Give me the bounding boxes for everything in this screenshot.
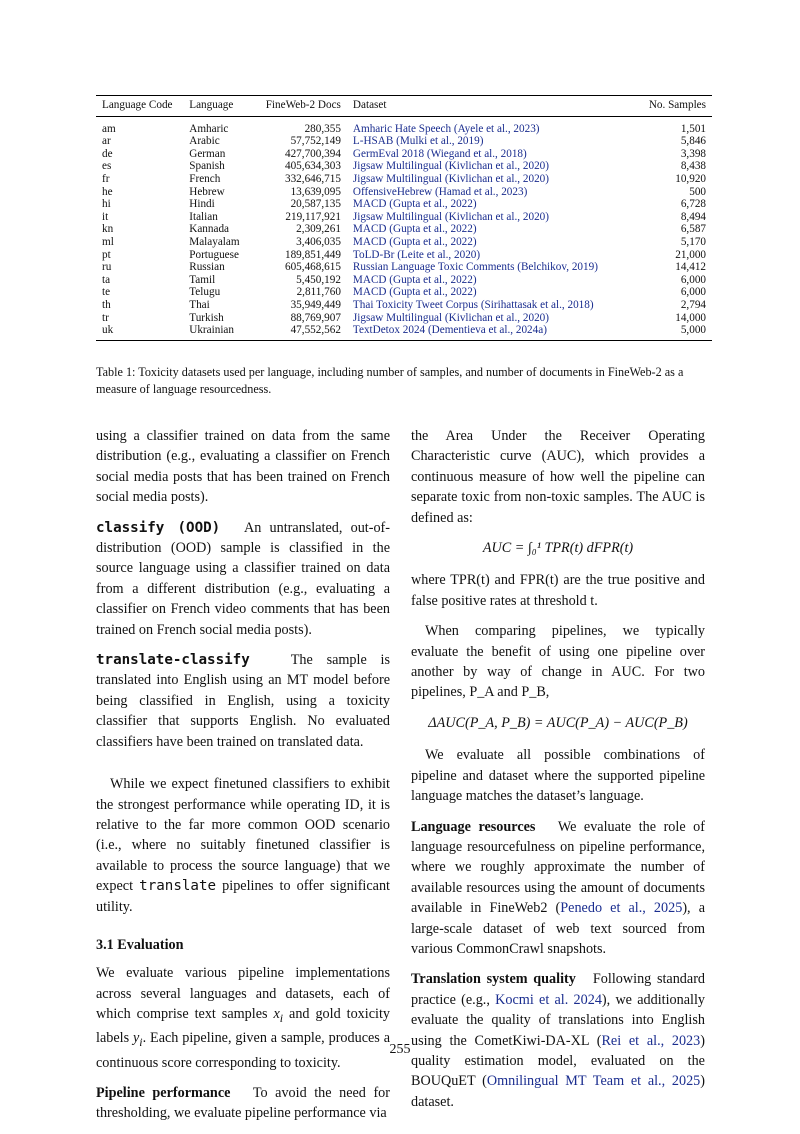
cell-dataset[interactable]: Jigsaw Multilingual (Kivlichan et al., 2020) bbox=[352, 210, 549, 223]
cell-no-samples: 10,920 bbox=[675, 172, 706, 185]
cell-fineweb-docs: 2,811,760 bbox=[296, 286, 341, 299]
paragraph-comparing: When comparing pipelines, we typically evaluate the benefit of using one pipeline over another by way of change in AUC. For two pipelines, P_A and P_B, bbox=[411, 623, 705, 701]
cell-language-code: kn bbox=[102, 223, 114, 236]
cell-no-samples: 8,438 bbox=[680, 160, 706, 173]
cell-fineweb-docs: 20,587,135 bbox=[290, 198, 341, 211]
cell-dataset[interactable]: GermEval 2018 (Wiegand et al., 2018) bbox=[352, 147, 527, 160]
cell-language: Turkish bbox=[189, 311, 224, 324]
cell-language: Hindi bbox=[189, 198, 215, 211]
cell-language-code: am bbox=[102, 122, 116, 135]
table-row bbox=[96, 148, 712, 161]
paragraph-id-definition: using a classifier trained on data from the same distribution (e.g., evaluating a classifier on French social media posts that has been trained on French social media posts). bbox=[96, 428, 390, 506]
cell-dataset[interactable]: MACD (Gupta et al., 2022) bbox=[352, 235, 477, 248]
cell-language: Malayalam bbox=[189, 235, 240, 248]
table-row bbox=[96, 186, 712, 199]
paragraph-combinations: We evaluate all possible combinations of pipeline and dataset where the supported pipeline language matches the dataset’s language. bbox=[411, 747, 705, 805]
cell-no-samples: 14,412 bbox=[675, 261, 706, 274]
cell-fineweb-docs: 35,949,449 bbox=[290, 298, 341, 311]
table-row bbox=[96, 274, 712, 287]
heading-language-resources: Language resources bbox=[411, 818, 536, 835]
table-row bbox=[96, 299, 712, 312]
table-row bbox=[96, 324, 712, 340]
cell-dataset[interactable]: ToLD-Br (Leite et al., 2020) bbox=[352, 248, 481, 261]
table-header-row bbox=[96, 96, 712, 117]
cell-language-code: ta bbox=[102, 273, 111, 286]
cell-language: Arabic bbox=[189, 135, 220, 148]
cell-language: Amharic bbox=[189, 122, 229, 135]
code-translate: translate bbox=[139, 878, 217, 895]
cell-no-samples: 6,000 bbox=[680, 273, 706, 286]
cell-fineweb-docs: 88,769,907 bbox=[290, 311, 341, 324]
cell-language-code: de bbox=[102, 147, 113, 160]
cell-dataset[interactable]: MACD (Gupta et al., 2022) bbox=[352, 273, 477, 286]
cell-fineweb-docs: 13,639,095 bbox=[290, 185, 341, 198]
cell-language: Telugu bbox=[189, 286, 221, 299]
col-header-dataset: Dataset bbox=[352, 99, 387, 111]
citation-rei[interactable]: Rei et al., 2023 bbox=[601, 1032, 701, 1049]
section-heading-evaluation: 3.1 Evaluation bbox=[96, 936, 184, 953]
cell-no-samples: 8,494 bbox=[680, 210, 706, 223]
col-header-language-code: Language Code bbox=[102, 99, 173, 111]
cell-language: Spanish bbox=[189, 160, 225, 173]
cell-fineweb-docs: 2,309,261 bbox=[296, 223, 341, 236]
cell-no-samples: 6,728 bbox=[680, 198, 706, 211]
cell-language: Hebrew bbox=[189, 185, 225, 198]
paragraph-classify-ood bbox=[96, 518, 390, 640]
table-body bbox=[96, 116, 712, 340]
cell-language-code: tr bbox=[102, 311, 109, 324]
table-row bbox=[96, 223, 712, 236]
paragraph-translate-classify bbox=[96, 650, 390, 752]
table-row bbox=[96, 249, 712, 262]
paragraph-translation-quality: Translation system quality Following standard practice (e.g., Kocmi et al. 2024), we additionally evaluate the quality of translations into English using the CometKiwi-DA-XL (Rei et al., 2023) quality estimation model, evaluated on the BOUQuET (Omnilingual MT Team et al., 2025) dataset. bbox=[411, 971, 706, 1110]
translate-classify-text: The sample is translated into English using an MT model before being classified in English, using a toxicity classifier that supports English. No evaluated classifiers have been trained on translated data. bbox=[96, 652, 390, 750]
cell-no-samples: 500 bbox=[689, 185, 706, 198]
col-header-language: Language bbox=[189, 99, 234, 111]
col-header-no-samples: No. Samples bbox=[648, 99, 706, 111]
cell-dataset[interactable]: Russian Language Toxic Comments (Belchikov, 2019) bbox=[352, 261, 598, 274]
cell-language-code: es bbox=[102, 160, 112, 173]
cell-fineweb-docs: 405,634,303 bbox=[284, 160, 341, 173]
classify-ood-text: An untranslated, out-of-distribution (OOD) sample is classified in the source language using a classifier trained on data from a different distribution (e.g., evaluating a classifier on French video comments that has been trained on French social media posts). bbox=[96, 519, 391, 638]
table-row bbox=[96, 236, 712, 249]
cell-language: Thai bbox=[189, 298, 210, 311]
table-row bbox=[96, 286, 712, 299]
table-row bbox=[96, 198, 712, 211]
table-caption: Table 1: Toxicity datasets used per language, including number of samples, and number of documents in FineWeb-2 as a measure of language resourcedness. bbox=[96, 365, 684, 396]
paragraph-evaluation: We evaluate various pipeline implementations across several languages and datasets, each of which comprise text samples $x_i$ and gold toxicity labels $y_i$. Each pipeline, given a sample, produces a continuous score corresponding to toxicity. bbox=[96, 965, 390, 1071]
cell-language: Ukrainian bbox=[189, 324, 234, 337]
heading-translation-quality: Translation system quality bbox=[411, 971, 576, 988]
cell-language-code: ar bbox=[102, 135, 111, 148]
cell-no-samples: 5,000 bbox=[680, 324, 706, 337]
paragraph-auc-intro: the Area Under the Receiver Operating Characteristic curve (AUC), which provides a continuous measure of how well the pipeline can separate toxic from non-toxic samples. The AUC is defined as: bbox=[411, 428, 705, 526]
term-classify-ood: classify (OOD) bbox=[96, 519, 221, 536]
table-row bbox=[96, 135, 712, 148]
cell-no-samples: 3,398 bbox=[680, 147, 706, 160]
cell-language-code: te bbox=[102, 286, 111, 299]
cell-fineweb-docs: 605,468,615 bbox=[284, 261, 341, 274]
cell-dataset[interactable]: Jigsaw Multilingual (Kivlichan et al., 2020) bbox=[352, 311, 549, 324]
cell-dataset[interactable]: TextDetox 2024 (Dementieva et al., 2024a) bbox=[352, 324, 547, 337]
cell-language-code: th bbox=[102, 298, 111, 311]
right-column bbox=[411, 426, 705, 1122]
cell-dataset[interactable]: MACD (Gupta et al., 2022) bbox=[352, 286, 477, 299]
cell-fineweb-docs: 332,646,715 bbox=[284, 172, 341, 185]
cell-language-code: ml bbox=[102, 235, 114, 248]
cell-language-code: fr bbox=[102, 172, 110, 185]
cell-language-code: pt bbox=[102, 248, 111, 261]
cell-fineweb-docs: 427,700,394 bbox=[284, 147, 341, 160]
paragraph-language-resources: Language resources We evaluate the role of language resourcefulness on pipeline performance, where we roughly approximate the number of available resources using the amount of documents available in FineWeb2 (Penedo et al., 2025), a large-scale dataset of web text sourced from various CommonCrawl snapshots. bbox=[411, 818, 705, 957]
cell-language: Kannada bbox=[189, 223, 230, 236]
table-row bbox=[96, 116, 712, 135]
cell-no-samples: 21,000 bbox=[675, 248, 706, 261]
table-row bbox=[96, 173, 712, 186]
cell-language: Tamil bbox=[189, 273, 216, 286]
col-header-fineweb-docs: FineWeb-2 Docs bbox=[265, 99, 341, 111]
cell-fineweb-docs: 280,355 bbox=[304, 122, 341, 135]
cell-no-samples: 2,794 bbox=[680, 298, 706, 311]
cell-fineweb-docs: 47,552,562 bbox=[290, 324, 341, 337]
cell-no-samples: 5,170 bbox=[680, 235, 706, 248]
cell-language-code: he bbox=[102, 185, 113, 198]
cell-fineweb-docs: 3,406,035 bbox=[296, 235, 341, 248]
cell-no-samples: 6,000 bbox=[680, 286, 706, 299]
paragraph-tpr-fpr: where TPR(t) and FPR(t) are the true positive and false positive rates at threshold t. bbox=[411, 572, 705, 609]
toxicity-datasets-table bbox=[96, 95, 712, 341]
cell-fineweb-docs: 189,851,449 bbox=[284, 248, 341, 261]
cell-fineweb-docs: 219,117,921 bbox=[285, 210, 341, 223]
cell-dataset[interactable]: OffensiveHebrew (Hamad et al., 2023) bbox=[352, 185, 528, 198]
cell-language-code: ru bbox=[102, 261, 112, 274]
cell-dataset[interactable]: L-HSAB (Mulki et al., 2019) bbox=[352, 135, 484, 148]
cell-dataset[interactable]: Jigsaw Multilingual (Kivlichan et al., 2020) bbox=[352, 160, 549, 173]
cell-language: French bbox=[189, 172, 221, 185]
table-row bbox=[96, 160, 712, 173]
heading-pipeline-performance: Pipeline performance bbox=[96, 1085, 231, 1102]
cell-language-code: hi bbox=[102, 198, 111, 211]
cell-dataset[interactable]: Jigsaw Multilingual (Kivlichan et al., 2020) bbox=[352, 172, 549, 185]
cell-language: Russian bbox=[189, 261, 225, 274]
citation-omnilingual[interactable]: Omnilingual MT Team et al., 2025 bbox=[486, 1073, 701, 1090]
equation-auc: AUC = ∫₀¹ TPR(t) dFPR(t) bbox=[482, 540, 634, 557]
cell-language-code: it bbox=[102, 210, 109, 223]
term-translate-classify: translate-classify bbox=[96, 652, 250, 669]
left-column bbox=[96, 426, 390, 1134]
cell-dataset[interactable]: MACD (Gupta et al., 2022) bbox=[352, 223, 477, 236]
citation-kocmi[interactable]: Kocmi et al. 2024 bbox=[495, 991, 602, 1008]
table-row bbox=[96, 312, 712, 325]
cell-language: Portuguese bbox=[189, 248, 239, 261]
cell-no-samples: 14,000 bbox=[675, 311, 706, 324]
cell-dataset[interactable]: Thai Toxicity Tweet Corpus (Sirihattasak et al., 2018) bbox=[352, 298, 594, 311]
cell-fineweb-docs: 5,450,192 bbox=[296, 273, 341, 286]
table-row bbox=[96, 261, 712, 274]
citation-penedo[interactable]: Penedo et al., 2025 bbox=[560, 900, 683, 917]
cell-language-code: uk bbox=[102, 324, 114, 337]
cell-dataset[interactable]: MACD (Gupta et al., 2022) bbox=[352, 198, 477, 211]
cell-language: Italian bbox=[189, 210, 218, 223]
paragraph-pipeline-performance: Pipeline performance To avoid the need for thresholding, we evaluate pipeline performance via bbox=[96, 1085, 390, 1122]
page-number: 255 bbox=[389, 1042, 411, 1057]
cell-fineweb-docs: 57,752,149 bbox=[290, 135, 341, 148]
equation-delta-auc: ΔAUC(P_A, P_B) = AUC(P_A) − AUC(P_B) bbox=[428, 714, 688, 731]
cell-no-samples: 1,501 bbox=[680, 122, 706, 135]
cell-no-samples: 5,846 bbox=[680, 135, 706, 148]
cell-language: German bbox=[189, 147, 226, 160]
cell-dataset[interactable]: Amharic Hate Speech (Ayele et al., 2023) bbox=[352, 122, 540, 135]
cell-no-samples: 6,587 bbox=[680, 223, 706, 236]
table-row bbox=[96, 211, 712, 224]
paragraph-expectation: While we expect finetuned classifiers to exhibit the strongest performance while operating ID, it is relative to the far more common OOD scenario (i.e., where no suitably finetuned classifier is available to process the source language) that we expect translate pipelines to offer significant utility. bbox=[96, 776, 390, 915]
